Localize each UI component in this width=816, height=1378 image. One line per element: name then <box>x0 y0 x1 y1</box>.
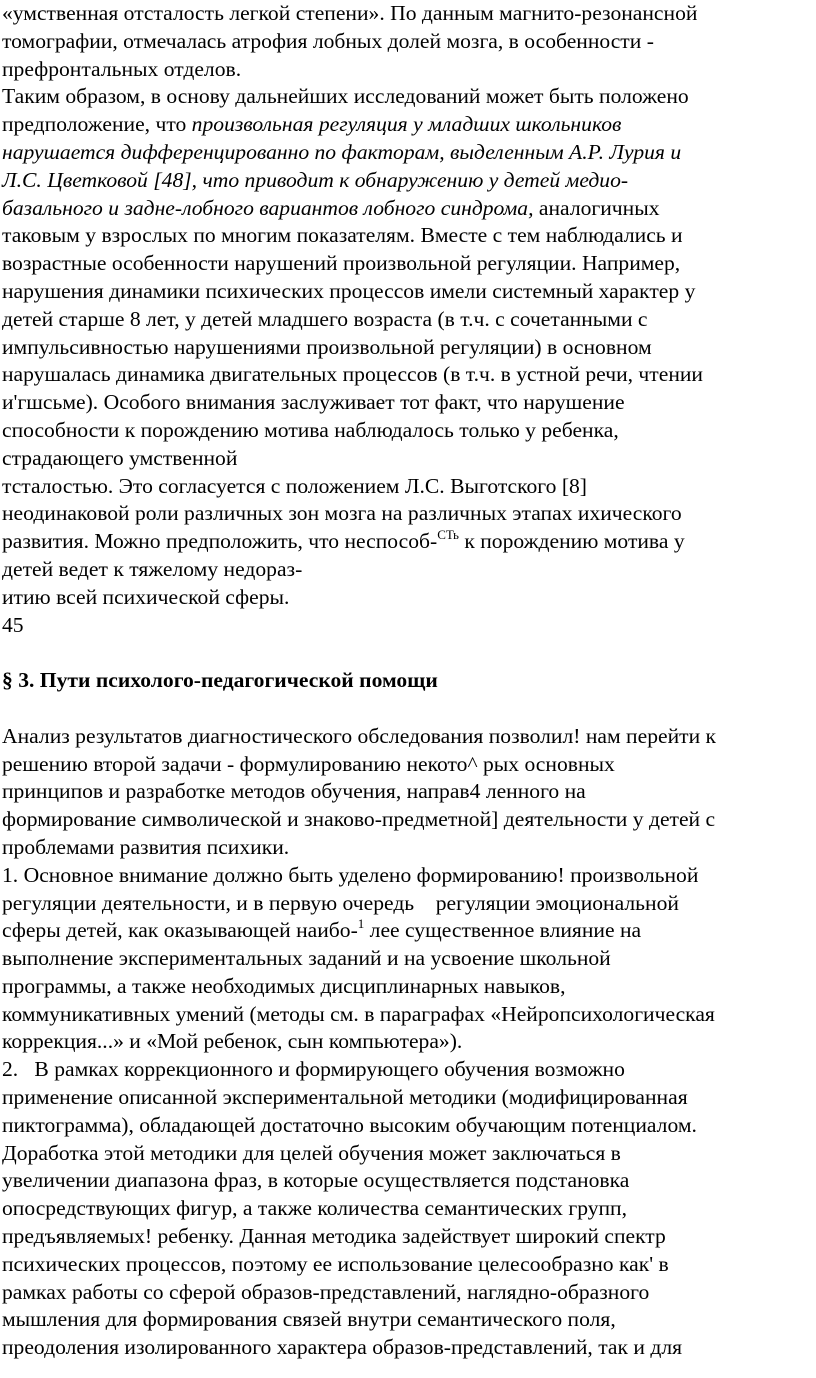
document-page <box>2 0 814 1362</box>
text-segment: аналогичных <box>533 195 660 220</box>
text-line: таковым у взрослых по многим показателям. Вместе с тем наблюдались и <box>2 223 683 248</box>
text-line: рамках работы со сферой образов-представлений, наглядно-образного <box>2 1279 650 1304</box>
text-line: импульсивностью нарушениями произвольной регуляции) в основном <box>2 334 652 359</box>
text-segment: развития. Можно предположить, что неспособ- <box>2 529 438 554</box>
text-line: программы, а также необходимых дисциплинарных навыков, <box>2 973 566 998</box>
text-line: 2. В рамках коррекционного и формирующего обучения возможно <box>2 1057 625 1082</box>
text-line: регуляции деятельности, и в первую очередь регуляции эмоциональной <box>2 890 679 915</box>
italic-text-line: нарушается дифференцированно по факторам, выделенным А.Р. Лурия и <box>2 139 682 164</box>
spacer <box>2 639 814 667</box>
text-line: мышления для формирования связей внутри семантического поля, <box>2 1307 616 1332</box>
text-line: коммуникативных умений (методы см. в параграфах «Нейропсихологическая <box>2 1001 715 1026</box>
text-line: возрастные особенности нарушений произвольной регуляции. Например, <box>2 251 681 276</box>
text-line: «умственная отсталость легкой степени». По данным магнито-резонансной <box>2 1 698 25</box>
superscript: 1 <box>357 916 365 932</box>
text-line: формирование символической и знаково-предметной] деятельности у детей с <box>2 807 716 832</box>
text-line: Таким образом, в основу дальнейших исследований может быть положено <box>2 84 689 109</box>
text-line: способности к порождению мотива наблюдалось только у ребенка, <box>2 417 619 442</box>
text-segment: сферы детей, как оказывающей наибо- <box>2 918 358 943</box>
paragraph-hypothesis <box>2 83 814 611</box>
section-heading: § 3. Пути психолого-педагогической помощи <box>2 668 438 693</box>
spacer <box>2 695 814 723</box>
text-segment: предположение, что <box>2 112 192 137</box>
text-line: Доработка этой методики для целей обучения может заключаться в <box>2 1140 621 1165</box>
text-line: принципов и разработке методов обучения, направ4 ленного на <box>2 779 586 804</box>
text-segment: лее существенное влияние на <box>364 918 642 943</box>
text-line: неодинаковой роли различных зон мозга на различных этапах ихического <box>2 501 682 526</box>
page-number: 45 <box>2 612 24 637</box>
text-line: преодоления изолированного характера образов-представлений, так и для <box>2 1335 683 1360</box>
text-line: и'гшсьме). Особого внимания заслуживает тот факт, что нарушение <box>2 390 625 415</box>
text-line: пиктограмма), обладающей достаточно высоким обучающим потенциалом. <box>2 1112 697 1137</box>
text-line: тсталостью. Это согласуется с положением Л.С. Выготского [8] <box>2 473 588 498</box>
paragraph-point-2 <box>2 1056 814 1362</box>
paragraph-intro <box>2 0 814 83</box>
text-line: детей старше 8 лет, у детей младшего возраста (в т.ч. с сочетанными с <box>2 306 648 331</box>
text-line: психических процессов, поэтому ее использование целесообразно как' в <box>2 1251 669 1276</box>
text-line <box>2 195 814 223</box>
text-line: нарушалась динамика двигательных процессов (в т.ч. в устной речи, чтении <box>2 362 703 387</box>
italic-text: произвольная регуляция у младших школьников <box>191 112 622 137</box>
text-line: нарушения динамики психических процессов имели системный характер у <box>2 278 696 303</box>
text-segment: к порождению мотива у <box>458 529 685 554</box>
text-line: проблемами развития психики. <box>2 834 290 859</box>
text-line: коррекция...» и «Мой ребенок, сын компьютера»). <box>2 1029 463 1054</box>
text-line: страдающего умственной <box>2 445 238 470</box>
superscript: СТь <box>437 527 459 543</box>
text-line <box>2 111 814 139</box>
text-line: 1. Основное внимание должно быть уделено формированию! произвольной <box>2 862 699 887</box>
text-line: Анализ результатов диагностического обследования позволил! нам перейти к <box>2 723 717 748</box>
text-line <box>2 917 814 945</box>
text-line: итию всей психической сферы. <box>2 584 290 609</box>
text-line: опосредствующих фигур, а также количества семантических групп, <box>2 1196 628 1221</box>
text-line: предъявляемых! ребенку. Данная методика задействует широкий спектр <box>2 1224 666 1249</box>
text-line: выполнение экспериментальных заданий и на усвоение школьной <box>2 946 611 971</box>
italic-text: базального и задне-лобного вариантов лобного синдрома, <box>2 195 534 220</box>
paragraph-point-1 <box>2 862 814 1057</box>
text-line: применение описанной экспериментальной методики (модифицированная <box>2 1085 688 1110</box>
text-line: томографии, отмечалась атрофия лобных долей мозга, в особенности - <box>2 28 654 53</box>
paragraph-analysis <box>2 723 814 862</box>
text-line <box>2 528 814 556</box>
text-line: увеличении диапазона фраз, в которые осуществляется подстановка <box>2 1168 630 1193</box>
text-line: префронтальных отделов. <box>2 56 242 81</box>
text-line: детей ведет к тяжелому недораз- <box>2 556 303 581</box>
text-line: решению второй задачи - формулированию некото^ рых основных <box>2 751 615 776</box>
italic-text-line: Л.С. Цветковой [48], что приводит к обнаружению у детей медио- <box>2 167 629 192</box>
